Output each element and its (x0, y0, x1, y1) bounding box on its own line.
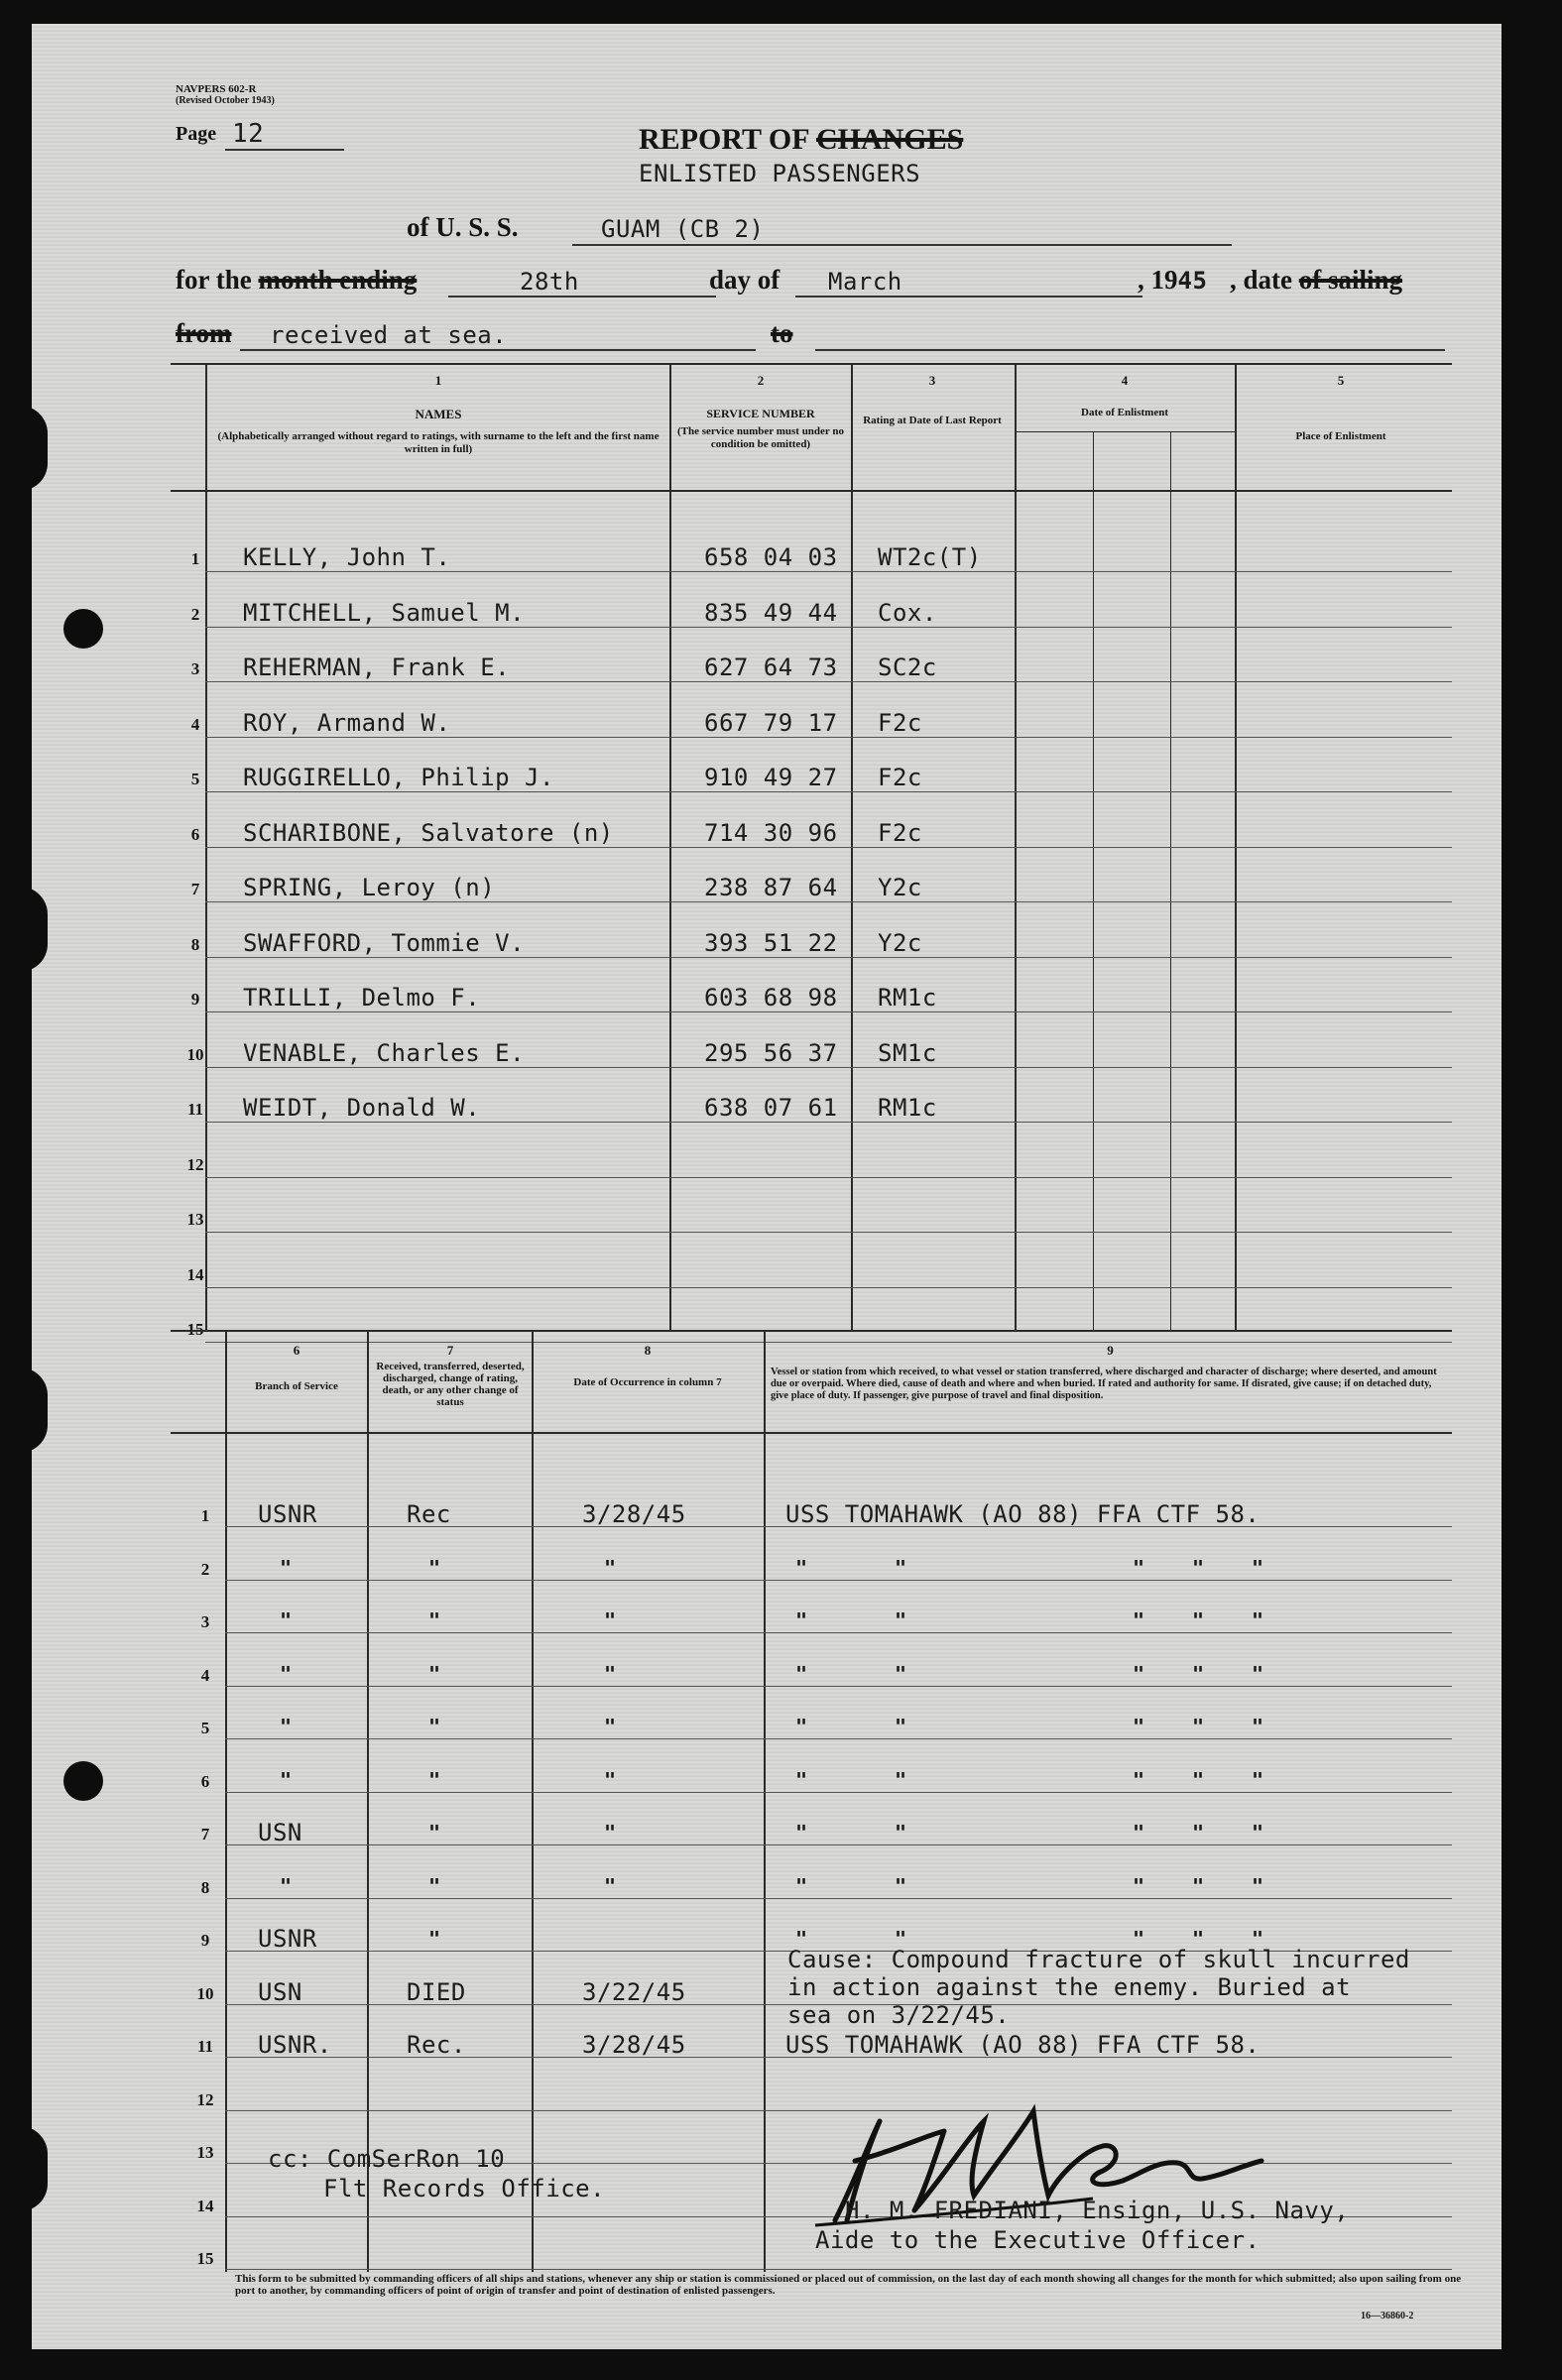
ditto-mark: " (1192, 1873, 1205, 1898)
for-the-label: for the month ending (176, 265, 418, 295)
branch-of-service: " (280, 1555, 293, 1580)
ditto-mark: " (895, 1873, 907, 1898)
passenger-name: SCHARIBONE, Salvatore (n) (243, 818, 614, 847)
branch-of-service: USNR (258, 1925, 317, 1953)
row-number: 8 (200, 1877, 210, 1897)
month-value: March (828, 268, 902, 296)
row-rule (225, 1632, 1452, 1633)
binder-tab (0, 406, 48, 491)
row-number: 4 (200, 1665, 210, 1685)
row-rule (205, 901, 1452, 902)
row-number: 6 (200, 1771, 210, 1791)
rating: Y2c (878, 928, 922, 957)
row-number: 7 (200, 1825, 210, 1844)
branch-of-service: " (280, 1767, 293, 1792)
ditto-mark: " (795, 1555, 808, 1580)
row-number: 4 (190, 714, 200, 734)
ditto-mark: " (1192, 1927, 1205, 1951)
ditto-mark: " (1252, 1873, 1264, 1898)
service-number: 658 04 03 (704, 543, 838, 571)
footer-code: 16—36860-2 (1361, 2311, 1414, 2321)
passenger-name: SPRING, Leroy (n) (243, 874, 496, 901)
ditto-mark: " (895, 1715, 907, 1738)
status-change: " (428, 1927, 441, 1951)
service-number: 835 49 44 (704, 598, 838, 627)
binder-tab (0, 887, 48, 972)
row-rule (225, 1792, 1452, 1793)
cause-text: Cause: Compound fracture of skull incurred in action against the enemy. Buried at sea on 3/22/45. (787, 1946, 1410, 2029)
rating: RM1c (878, 984, 937, 1012)
ditto-mark: " (1192, 1715, 1205, 1738)
remarks: USS TOMAHAWK (AO 88) FFA CTF 58. (785, 1500, 1261, 1528)
document-page (32, 24, 1502, 2349)
row-number: 10 (196, 1983, 214, 2003)
ditto-mark: " (1133, 1715, 1145, 1738)
row-number: 2 (200, 1559, 210, 1579)
ditto-mark: " (1192, 1555, 1205, 1580)
day-of-label: day of (709, 265, 781, 295)
footer-note: This form to be submitted by commanding officers of all ships and stations, whenever any ship or station is commissioned or placed out of commission, on the last day of each month showing all changes for the month for which submitted; also upon sailing from one port to another, by commanding officers of point of origin of transfer and point of destination of enlisted passengers. (235, 2273, 1462, 2297)
row-number: 13 (196, 2143, 214, 2162)
row-number: 6 (190, 824, 200, 844)
occurrence-date: " (604, 1555, 617, 1580)
row-rule (205, 847, 1452, 848)
row-rule (205, 681, 1452, 682)
report-subtitle: ENLISTED PASSENGERS (639, 160, 921, 187)
passenger-name: WEIDT, Donald W. (243, 1094, 481, 1122)
branch-of-service: " (280, 1715, 293, 1738)
ditto-mark: " (1252, 1661, 1264, 1686)
row-rule (225, 1686, 1452, 1687)
rating: F2c (878, 818, 922, 847)
status-change: " (428, 1608, 441, 1632)
branch-of-service: USN (258, 1819, 302, 1846)
row-number: 10 (186, 1044, 204, 1064)
passenger-name: KELLY, John T. (243, 543, 451, 571)
ditto-mark: " (895, 1927, 907, 1951)
status-change: " (428, 1661, 441, 1686)
row-rule (225, 1738, 1452, 1739)
status-change: DIED (407, 1977, 466, 2006)
ditto-mark: " (795, 1767, 808, 1792)
col8-header: 8 Date of Occurrence in column 7 (573, 1343, 722, 1388)
rating: Cox. (878, 598, 937, 627)
service-number: 714 30 96 (704, 818, 838, 847)
signature-block: H. M. FREDIANI, Ensign, U.S. Navy, Aide to the Executive Officer. (815, 2197, 1350, 2254)
punch-hole (63, 609, 103, 649)
year-label: , 1945 (1138, 265, 1208, 295)
from-value: received at sea. (270, 321, 508, 349)
ditto-mark: " (795, 1873, 808, 1898)
rating: SM1c (878, 1038, 937, 1067)
row-number: 1 (190, 549, 200, 568)
ship-label: of U. S. S. (407, 212, 519, 242)
occurrence-date: " (604, 1821, 617, 1844)
col2-header: 2 SERVICE NUMBER (The service number must under no condition be omitted) (677, 373, 844, 450)
page-number: 12 (232, 119, 265, 149)
row-rule (225, 2269, 1452, 2270)
occurrence-date: 3/28/45 (582, 2031, 686, 2059)
ditto-mark: " (895, 1767, 907, 1792)
service-number: 603 68 98 (704, 984, 838, 1012)
ditto-mark: " (1133, 1927, 1145, 1951)
ditto-mark: " (895, 1608, 907, 1632)
passenger-name: ROY, Armand W. (243, 708, 451, 737)
service-number: 627 64 73 (704, 654, 838, 681)
row-number: 12 (186, 1154, 204, 1174)
remarks: USS TOMAHAWK (AO 88) FFA CTF 58. (785, 2031, 1261, 2059)
row-rule (205, 1067, 1452, 1068)
ditto-mark: " (795, 1661, 808, 1686)
date-label: , date of sailing (1230, 265, 1403, 295)
ditto-mark: " (895, 1821, 907, 1844)
service-number: 667 79 17 (704, 708, 838, 737)
row-rule (205, 1287, 1452, 1288)
status-change: " (428, 1767, 441, 1792)
row-number: 12 (196, 2089, 214, 2109)
col5-header: 5 Place of Enlistment (1295, 373, 1386, 442)
ditto-mark: " (1133, 1873, 1145, 1898)
ditto-mark: " (1252, 1715, 1264, 1738)
from-label: from (176, 318, 232, 348)
status-change: " (428, 1555, 441, 1580)
row-number: 3 (190, 659, 200, 678)
ditto-mark: " (1133, 1767, 1145, 1792)
rating: RM1c (878, 1094, 937, 1122)
binder-tab (0, 1368, 48, 1453)
row-number: 14 (196, 2196, 214, 2215)
row-number: 11 (186, 1100, 204, 1119)
row-number: 2 (190, 604, 200, 624)
to-label: to (771, 318, 793, 348)
service-number: 910 49 27 (704, 764, 838, 791)
occurrence-date: " (604, 1715, 617, 1738)
ditto-mark: " (795, 1927, 808, 1951)
ditto-mark: " (1192, 1821, 1205, 1844)
rating: F2c (878, 764, 922, 791)
passenger-name: RUGGIRELLO, Philip J. (243, 764, 554, 791)
row-rule (205, 791, 1452, 792)
rating: Y2c (878, 874, 922, 901)
occurrence-date: " (604, 1608, 617, 1632)
branch-of-service: " (280, 1661, 293, 1686)
ditto-mark: " (1252, 1767, 1264, 1792)
passenger-name: VENABLE, Charles E. (243, 1038, 526, 1067)
ship-name: GUAM (CB 2) (601, 215, 765, 243)
occurrence-date: " (604, 1661, 617, 1686)
status-change: " (428, 1715, 441, 1738)
row-rule (205, 1177, 1452, 1178)
form-number: NAVPERS 602-R (Revised October 1943) (176, 83, 275, 106)
branch-of-service: USNR (258, 1500, 317, 1528)
row-number: 15 (196, 2249, 214, 2268)
col6-header: 6 Branch of Service (255, 1343, 338, 1392)
page-label: Page (176, 123, 217, 145)
ditto-mark: " (1133, 1608, 1145, 1632)
ditto-mark: " (1192, 1661, 1205, 1686)
report-title: REPORT OF CHANGES (639, 123, 964, 156)
row-number: 1 (200, 1506, 210, 1525)
row-number: 14 (186, 1264, 204, 1284)
status-change: " (428, 1821, 441, 1844)
passenger-name: REHERMAN, Frank E. (243, 654, 511, 681)
row-rule (205, 1232, 1452, 1233)
row-rule (205, 1122, 1452, 1123)
passenger-name: MITCHELL, Samuel M. (243, 598, 526, 627)
row-rule (205, 737, 1452, 738)
day-value: 28th (520, 268, 579, 296)
col9-header: 9 Vessel or station from which received, to what vessel or station transferred, where discharged and character of discharge; where deserted, and amount due or overpaid. Where died, cause of death and where and when buried. If rated and authority for same. If disrated, give cause; if on detached duty, give place of duty. If passenger, give purpose of travel and final disposition. (771, 1343, 1437, 1401)
col3-header: 3 Rating at Date of Last Report (863, 373, 1002, 426)
occurrence-date: " (604, 1767, 617, 1792)
ditto-mark: " (1133, 1821, 1145, 1844)
ditto-mark: " (1192, 1608, 1205, 1632)
ditto-mark: " (1133, 1555, 1145, 1580)
service-number: 238 87 64 (704, 874, 838, 901)
col4-header: 4 Date of Enlistment (1081, 373, 1168, 418)
rating: WT2c(T) (878, 543, 982, 571)
service-number: 295 56 37 (704, 1038, 838, 1067)
ditto-mark: " (1192, 1767, 1205, 1792)
ditto-mark: " (795, 1715, 808, 1738)
row-rule (225, 1580, 1452, 1581)
ditto-mark: " (795, 1821, 808, 1844)
passenger-name: TRILLI, Delmo F. (243, 984, 481, 1012)
ditto-mark: " (895, 1555, 907, 1580)
branch-of-service: " (280, 1873, 293, 1898)
row-rule (225, 1844, 1452, 1845)
cc-block: cc: ComSerRon 10 Flt Records Office. (268, 2145, 606, 2202)
binder-tab (0, 2126, 48, 2211)
row-number: 5 (200, 1719, 210, 1737)
row-number: 11 (196, 2037, 214, 2056)
rating: SC2c (878, 654, 937, 681)
row-number: 9 (200, 1931, 210, 1950)
row-number: 8 (190, 934, 200, 954)
row-number: 3 (200, 1612, 210, 1631)
row-number: 9 (190, 990, 200, 1009)
ditto-mark: " (1252, 1555, 1264, 1580)
punch-hole (63, 1761, 103, 1801)
row-number: 7 (190, 880, 200, 898)
branch-of-service: " (280, 1608, 293, 1632)
row-rule (205, 957, 1452, 958)
row-number: 5 (190, 770, 200, 788)
ditto-mark: " (795, 1608, 808, 1632)
service-number: 393 51 22 (704, 928, 838, 957)
occurrence-date: 3/28/45 (582, 1500, 686, 1528)
status-change: " (428, 1873, 441, 1898)
branch-of-service: USN (258, 1977, 302, 2006)
passenger-name: SWAFFORD, Tommie V. (243, 928, 526, 957)
ditto-mark: " (1252, 1608, 1264, 1632)
rating: F2c (878, 708, 922, 737)
row-rule (205, 571, 1452, 572)
occurrence-date: 3/22/45 (582, 1977, 686, 2006)
branch-of-service: USNR. (258, 2031, 332, 2059)
ditto-mark: " (1252, 1927, 1264, 1951)
status-change: Rec (407, 1500, 451, 1528)
service-number: 638 07 61 (704, 1094, 838, 1122)
occurrence-date: " (604, 1873, 617, 1898)
status-change: Rec. (407, 2031, 466, 2059)
ditto-mark: " (1133, 1661, 1145, 1686)
col1-header: 1 NAMES (Alphabetically arranged without regard to ratings, with surname to the left and the first name written in full) (217, 373, 660, 455)
row-number: 13 (186, 1210, 204, 1229)
col7-header: 7 Received, transferred, deserted, discharged, change of rating, death, or any other change of status (376, 1343, 525, 1408)
ditto-mark: " (1252, 1821, 1264, 1844)
ditto-mark: " (895, 1661, 907, 1686)
row-rule (225, 1898, 1452, 1899)
row-rule (205, 627, 1452, 628)
